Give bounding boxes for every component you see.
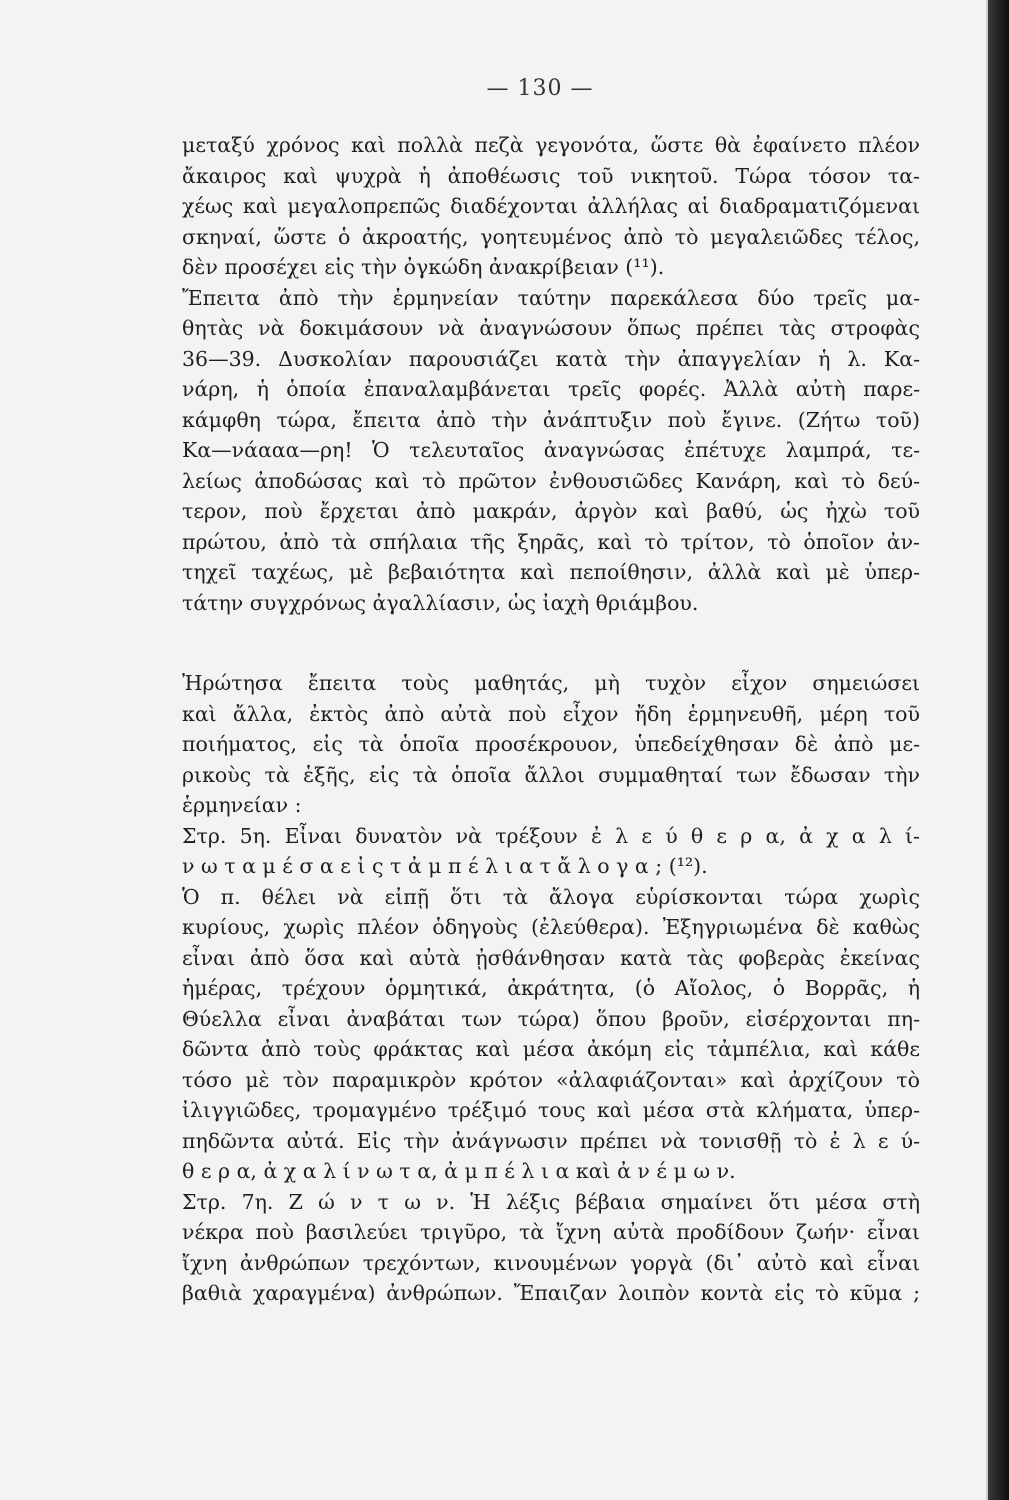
text-line: τερον, ποὺ ἔρχεται ἀπὸ μακράν, ἀργὸν καὶ βαθύ, ὡς ἠχὼ τοῦ xyxy=(182,499,920,523)
text-line: τάτην συγχρόνως ἀγαλλίασιν, ὡς ἰαχὴ θριάμβου. xyxy=(182,590,699,615)
text-block-bottom xyxy=(182,668,920,1309)
text-line: ἑρμηνείαν : xyxy=(182,793,302,817)
text-line: πηδῶντα αὐτά. Εἰς τὴν ἀνάγνωσιν πρέπει νὰ τονισθῇ τὸ ἐ λ ε ύ- xyxy=(182,1128,920,1153)
text-line: 36—39. Δυσκολίαν παρουσιάζει κατὰ τὴν ἀπαγγελίαν ἡ λ. Κα- xyxy=(182,346,920,371)
page-number: — 130 — xyxy=(486,76,594,101)
text-line: ποιήματος, εἰς τὰ ὁποῖα προσέκρουον, ὑπεδείχθησαν δὲ ἀπὸ με- xyxy=(182,732,920,756)
text-line: Ὁ π. θέλει νὰ εἰπῇ ὅτι τὰ ἄλογα εὑρίσκονται τώρα χωρὶς xyxy=(182,884,920,909)
text-line: θητὰς νὰ δοκιμάσουν νὰ ἀναγνώσουν ὅπως πρέπει τὰς στροφὰς xyxy=(182,316,920,340)
text-line: κυρίους, χωρὶς πλέον ὁδηγοὺς (ἐλεύθερα). Ἐξηγριωμένα δὲ καθὼς xyxy=(182,915,920,939)
text-line: ἰλιγγιῶδες, τρομαγμένο τρέξιμό τους καὶ μέσα στὰ κλήματα, ὑπερ- xyxy=(182,1098,920,1122)
scan-edge xyxy=(988,0,1009,1500)
text-line: Κα—νάααα—ρη! Ὁ τελευταῖος ἀναγνώσας ἐπέτυχε λαμπρά, τε- xyxy=(182,438,920,462)
text-line: θ ε ρ α, ἀ χ α λ ί ν ω τ α, ἀ μ π έ λ ι α καὶ ἀ ν έ μ ω ν. xyxy=(182,1159,736,1183)
text-line: Θύελλα εἶναι ἀναβάται των τώρα) ὅπου βροῦν, εἰσέρχονται πη- xyxy=(182,1006,920,1031)
text-line: τηχεῖ ταχέως, μὲ βεβαιότητα καὶ πεποίθησιν, ἀλλὰ καὶ μὲ ὑπερ- xyxy=(182,560,920,584)
text-line: νέκρα ποὺ βασιλεύει τριγῦρο, τὰ ἴχνη αὐτὰ προδίδουν ζωήν· εἶναι xyxy=(182,1220,920,1244)
text-line: ἴχνη ἀνθρώπων τρεχόντων, κινουμένων γοργὰ (δι᾽ αὐτὸ καὶ εἶναι xyxy=(182,1250,920,1275)
text-line: δῶντα ἀπὸ τοὺς φράκτας καὶ μέσα ἀκόμη εἰς τἀμπέλια, καὶ κάθε xyxy=(182,1037,920,1061)
text-line: πρώτου, ἀπὸ τὰ σπήλαια τῆς ξηρᾶς, καὶ τὸ τρίτον, τὸ ὁποῖον ἀν- xyxy=(182,529,920,554)
text-line: βαθιὰ χαραγμένα) ἀνθρώπων. Ἔπαιζαν λοιπὸν κοντὰ εἰς τὸ κῦμα ; xyxy=(182,1281,920,1305)
text-line: δὲν προσέχει εἰς τὴν ὀγκώδη ἀνακρίβειαν (¹¹). xyxy=(182,255,665,279)
text-line: τόσο μὲ τὸν παραμικρὸν κρότον «ἀλαφιάζονται» καὶ ἀρχίζουν τὸ xyxy=(182,1067,920,1092)
text-line: Ἠρώτησα ἔπειτα τοὺς μαθητάς, μὴ τυχὸν εἶχον σημειώσει xyxy=(182,671,920,695)
text-line: λείως ἀποδώσας καὶ τὸ πρῶτον ἐνθουσιῶδες Κανάρη, καὶ τὸ δεύ- xyxy=(182,468,920,493)
text-line: ἄκαιρος καὶ ψυχρὰ ἡ ἀποθέωσις τοῦ νικητοῦ. Τώρα τόσον τα- xyxy=(182,163,920,188)
text-line: χέως καὶ μεγαλοπρεπῶς διαδέχονται ἀλλήλας αἱ διαδραματιζόμεναι xyxy=(182,194,920,218)
text-line: νάρη, ἡ ὁποία ἐπαναλαμβάνεται τρεῖς φορές. Ἀλλὰ αὐτὴ παρε- xyxy=(182,377,920,401)
text-line: Στρ. 5η. Εἶναι δυνατὸν νὰ τρέξουν ἐ λ ε ύ θ ε ρ α, ἀ χ α λ ί- xyxy=(182,823,920,848)
text-line: καὶ ἄλλα, ἐκτὸς ἀπὸ αὐτὰ ποὺ εἶχον ἤδη ἑρμηνευθῆ, μέρη τοῦ xyxy=(182,701,920,726)
text-line: ν ω τ α μ έ σ α ε ἰ ς τ ἀ μ π έ λ ι α τ ἄ λ ο γ α ; (¹²). xyxy=(182,854,708,878)
text-line: Στρ. 7η. Ζ ώ ν τ ω ν. Ἡ λέξις βέβαια σημαίνει ὅτι μέσα στὴ xyxy=(182,1189,920,1214)
text-line: κάμφθη τώρα, ἔπειτα ἀπὸ τὴν ἀνάπτυξιν ποὺ ἔγινε. (Ζήτω τοῦ) xyxy=(182,407,920,432)
text-block-top xyxy=(182,130,920,618)
text-line: μεταξύ χρόνος καὶ πολλὰ πεζὰ γεγονότα, ὥστε θὰ ἐφαίνετο πλέον xyxy=(182,133,920,157)
text-line: Ἔπειτα ἀπὸ τὴν ἑρμηνείαν ταύτην παρεκάλεσα δύο τρεῖς μα- xyxy=(182,285,920,310)
text-line: σκηναί, ὥστε ὁ ἀκροατής, γοητευμένος ἀπὸ τὸ μεγαλειῶδες τέλος, xyxy=(182,224,920,249)
text-line: ρικοὺς τὰ ἑξῆς, εἰς τὰ ὁποῖα ἄλλοι συμμαθηταί των ἔδωσαν τὴν xyxy=(182,762,920,787)
text-line: εἶναι ἀπὸ ὅσα καὶ αὐτὰ ᾐσθάνθησαν κατὰ τὰς φοβερὰς ἐκείνας xyxy=(182,945,920,970)
text-line: ἡμέρας, τρέχουν ὁρμητικά, ἀκράτητα, (ὁ Αἴολος, ὁ Βορρᾶς, ἡ xyxy=(182,976,920,1000)
